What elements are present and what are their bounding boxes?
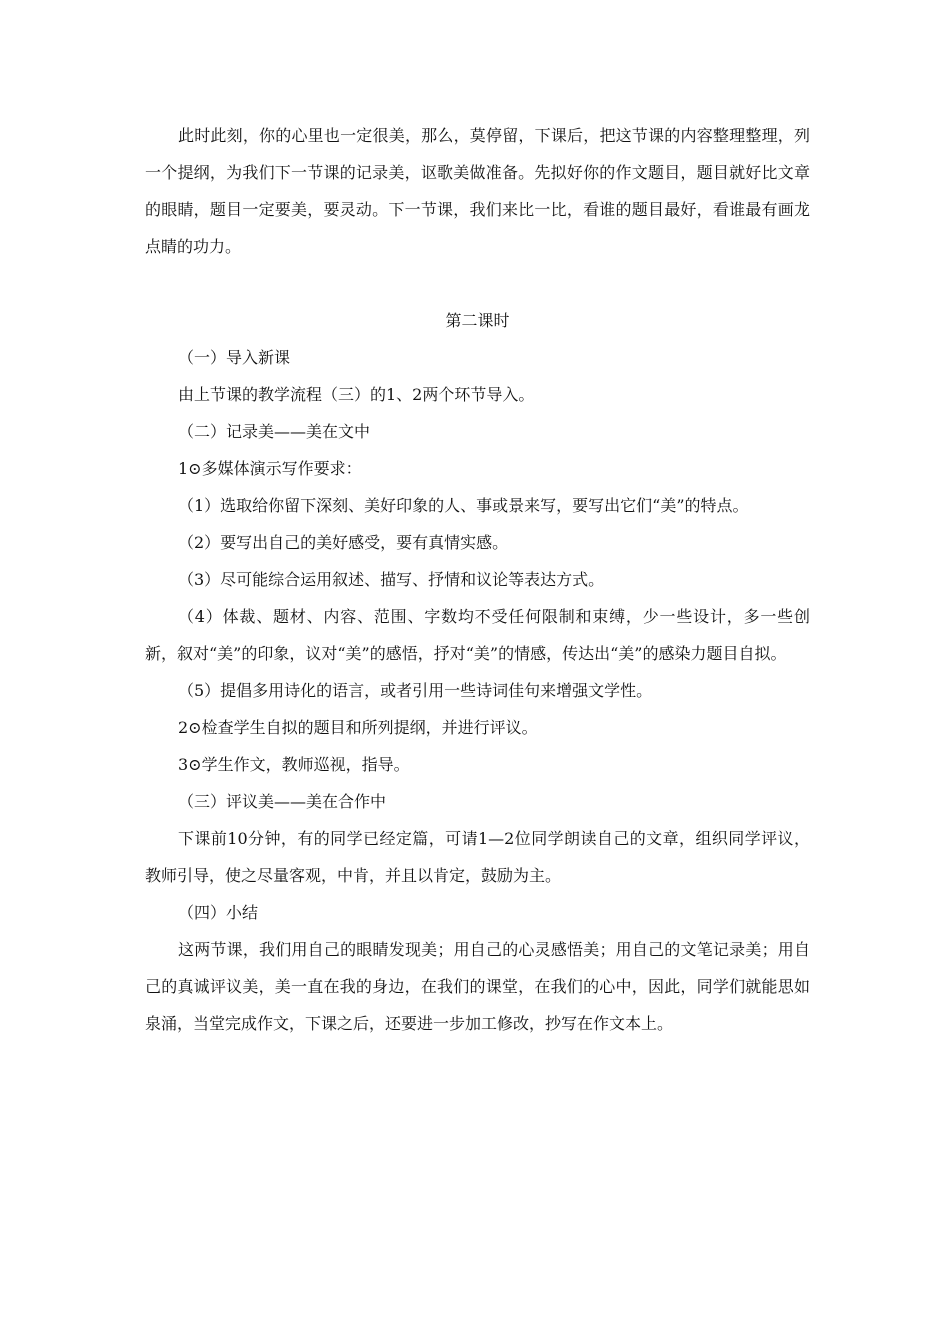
step-1: 1⊙多媒体演示写作要求： <box>178 459 362 478</box>
lesson-title: 第二课时 <box>445 311 510 330</box>
requirement-4: （4）体裁、题材、内容、范围、字数均不受任何限制和束缚，少一些设计，多一些创新，叙对“美”的印象，议对“美”的感悟，抒对“美”的情感，传达出“美”的感染力题目自拟。 <box>145 607 810 663</box>
section-body-3: 下课前10分钟，有的同学已经定篇，可请1—2位同学朗读自己的文章，组织同学评议，教师引导，使之尽量客观，中肯，并且以肯定，鼓励为主。 <box>145 829 810 885</box>
section-body-1: 由上节课的教学流程（三）的1、2两个环节导入。 <box>178 385 535 404</box>
requirement-1: （1）选取给你留下深刻、美好印象的人、事或景来写，要写出它们“美”的特点。 <box>178 496 749 515</box>
section-heading-1: （一）导入新课 <box>178 348 291 367</box>
step-2: 2⊙检查学生自拟的题目和所列提纲，并进行评议。 <box>178 718 538 737</box>
intro-paragraph: 此时此刻，你的心里也一定很美，那么，莫停留，下课后，把这节课的内容整理整理，列一个提纲，为我们下一节课的记录美，讴歌美做准备。先拟好你的作文题目，题目就好比文章的眼睛，题目一定要美，要灵动。下一节课，我们来比一比，看谁的题目最好，看谁最有画龙点睛的功力。 <box>145 126 810 256</box>
requirement-3: （3）尽可能综合运用叙述、描写、抒情和议论等表达方式。 <box>178 570 605 589</box>
section-heading-4: （四）小结 <box>178 903 259 922</box>
section-body-4: 这两节课，我们用自己的眼睛发现美；用自己的心灵感悟美；用自己的文笔记录美；用自己的真诚评议美，美一直在我的身边，在我们的课堂，在我们的心中，因此，同学们就能思如泉涌，当堂完成作文，下课之后，还要进一步加工修改，抄写在作文本上。 <box>145 940 810 1033</box>
section-heading-2: （二）记录美——美在文中 <box>178 422 371 441</box>
requirement-5: （5）提倡多用诗化的语言，或者引用一些诗词佳句来增强文学性。 <box>178 681 653 700</box>
requirement-2: （2）要写出自己的美好感受，要有真情实感。 <box>178 533 509 552</box>
document-page <box>145 117 810 1042</box>
spacer <box>145 265 810 306</box>
step-3: 3⊙学生作文，教师巡视，指导。 <box>178 755 410 774</box>
section-heading-3: （三）评议美——美在合作中 <box>178 792 387 811</box>
